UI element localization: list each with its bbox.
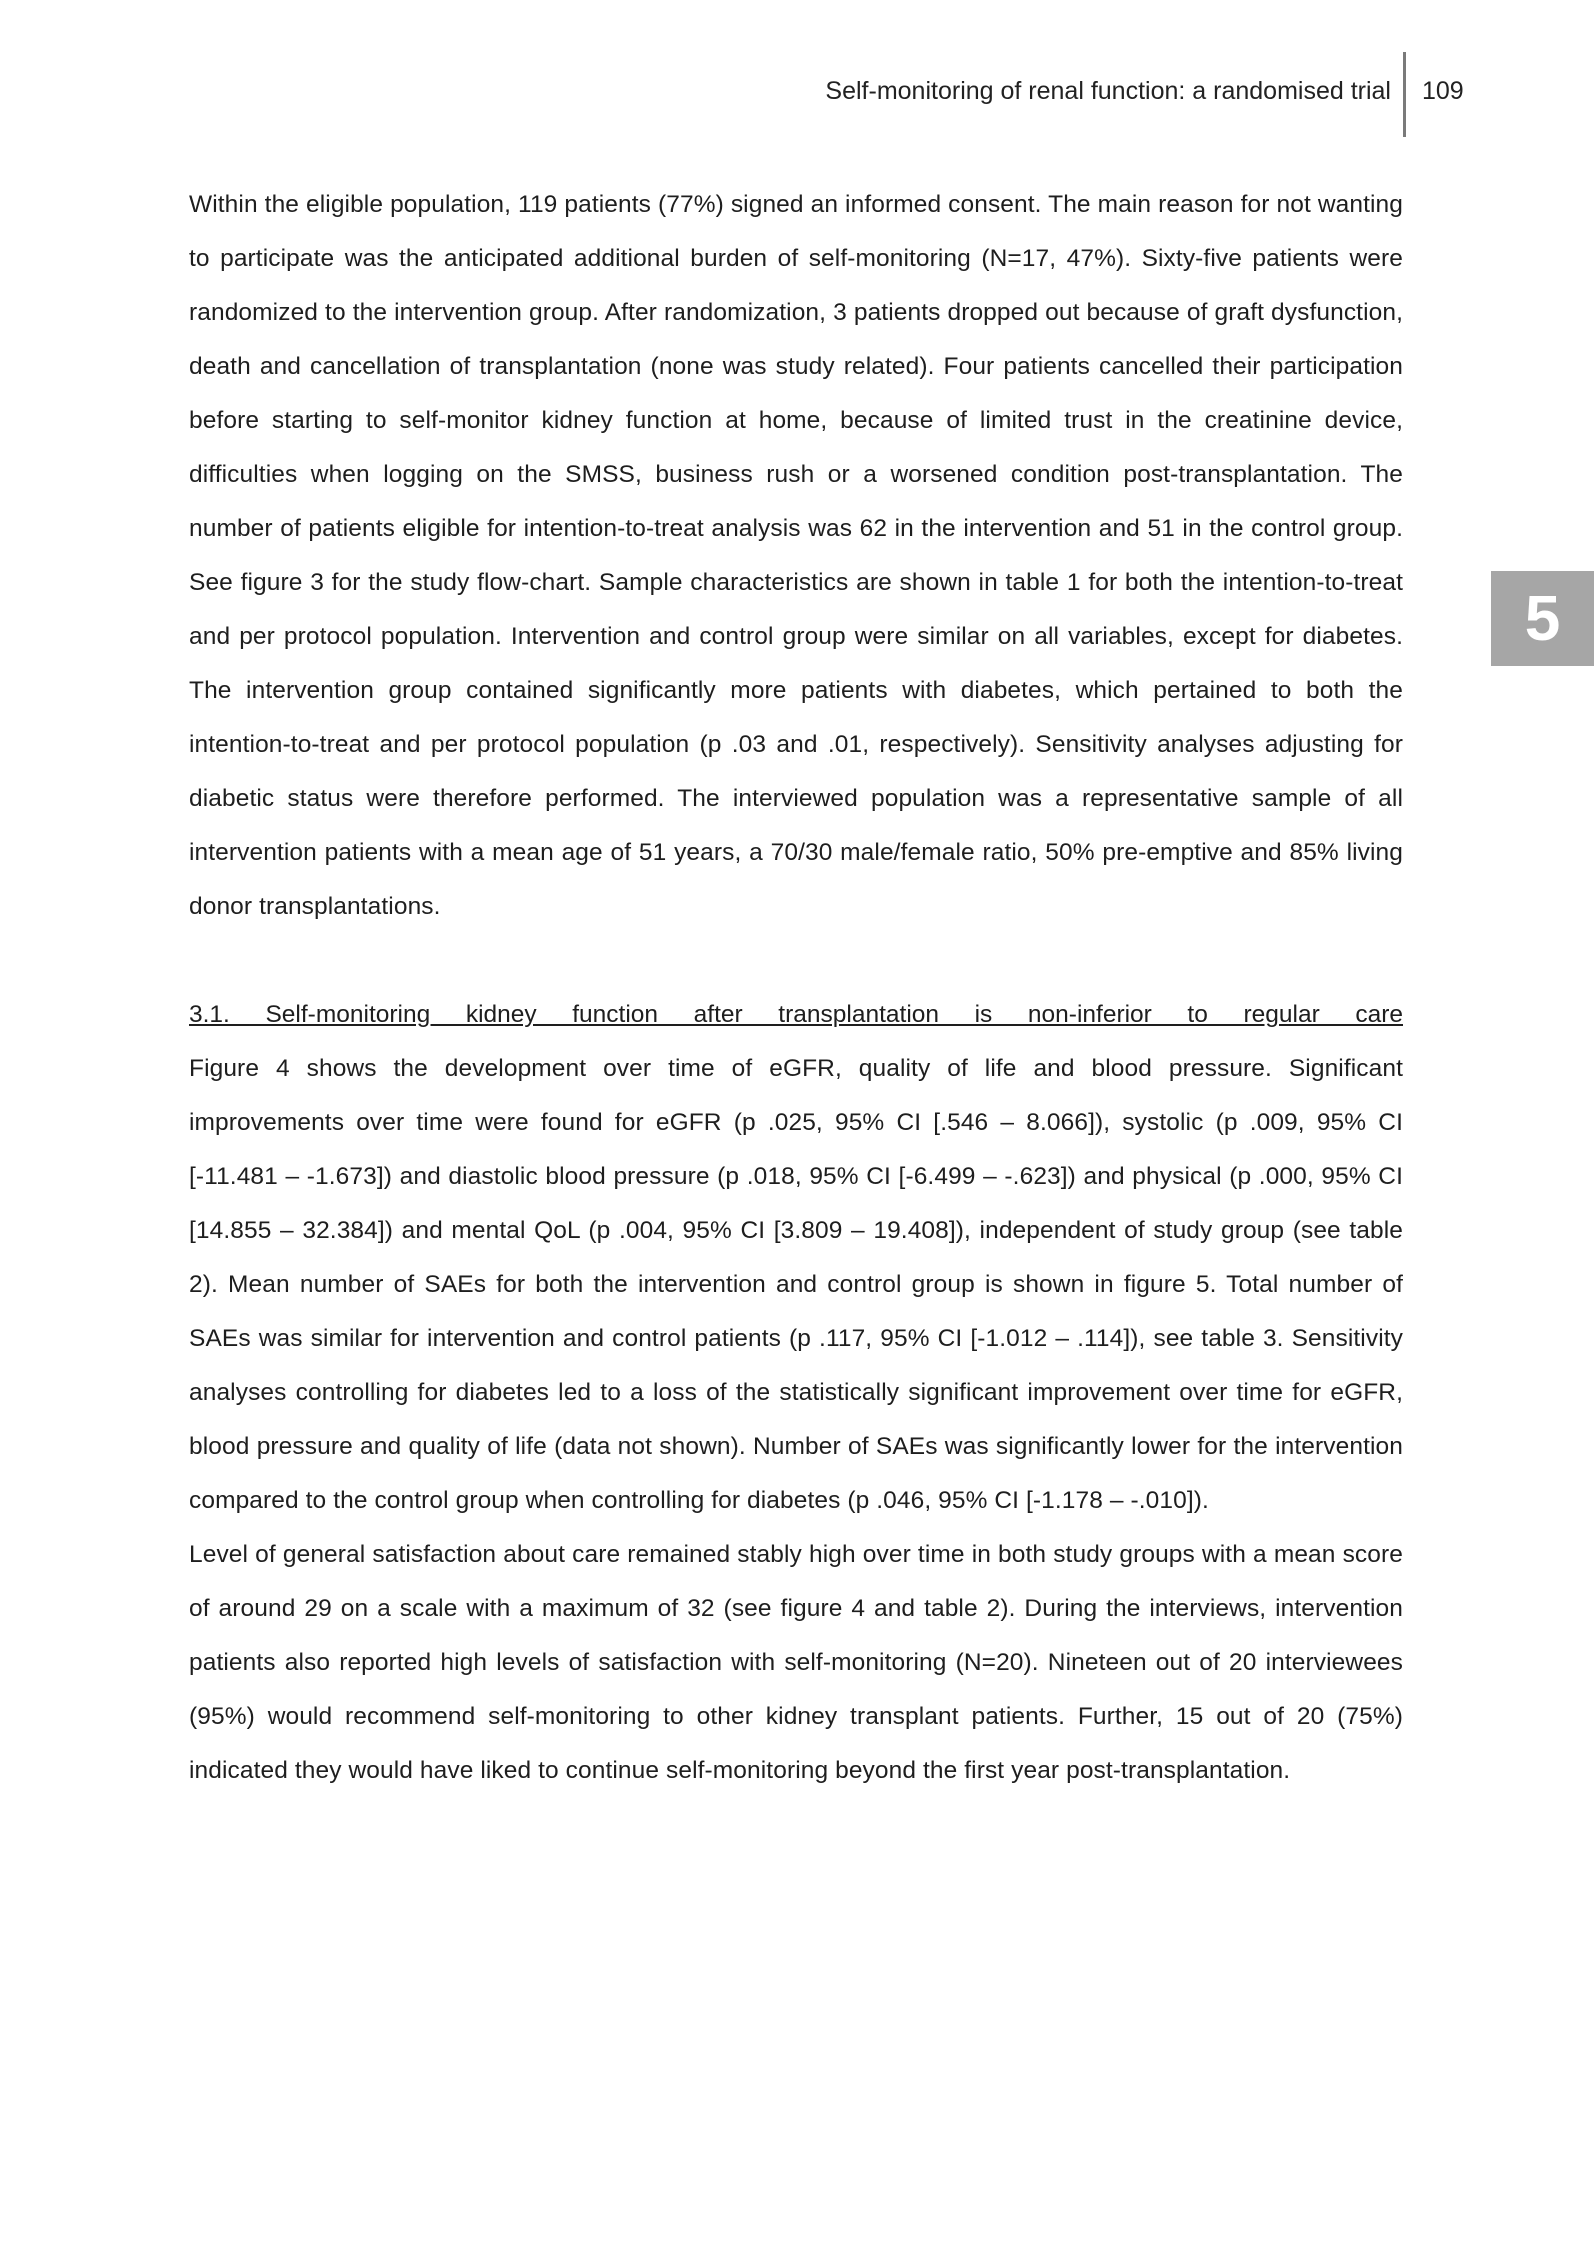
running-head: Self-monitoring of renal function: a randomised trial [825, 77, 1391, 105]
body-paragraph-2: Figure 4 shows the development over time of eGFR, quality of life and blood pressure. Significant improvements over time were found for eGFR (p .025, 95% CI [.546 – 8.066]), systolic (p .009, 95% CI [-11.481 – -1.673]) and diastolic blood pressure (p .018, 95% CI [-6.499 – -.623]) and physical (p .000, 95% CI [14.855 – 32.384]) and mental QoL (p .004, 95% CI [3.809 – 19.408]), independent of study group (see table 2). Mean number of SAEs for both the intervention and control group is shown in figure 5. Total number of SAEs was similar for intervention and control patients (p .117, 95% CI [-1.012 – .114]), see table 3. Sensitivity analyses controlling for diabetes led to a loss of the statistically significant improvement over time for eGFR, blood pressure and quality of life (data not shown). Number of SAEs was significantly lower for the intervention compared to the control group when controlling for diabetes (p .046, 95% CI [-1.178 – -.010]). [189, 1055, 1403, 1514]
page-number: 109 [1422, 77, 1464, 105]
chapter-tab: 5 [1491, 571, 1594, 666]
body-paragraph-3: Level of general satisfaction about care remained stably high over time in both study groups with a mean score of around 29 on a scale with a maximum of 32 (see figure 4 and table 2). During the interviews, intervention patients also reported high levels of satisfaction with self-monitoring (N=20). Nineteen out of 20 interviewees (95%) would recommend self-monitoring to other kidney transplant patients. Further, 15 out of 20 (75%) indicated they would have liked to continue self-monitoring beyond the first year post-transplantation. [189, 1541, 1403, 1784]
section-heading: 3.1. Self-monitoring kidney function after transplantation is non-inferior to regular care [189, 1001, 1403, 1028]
header-divider [1403, 52, 1406, 137]
main-text [189, 178, 1403, 1798]
body-paragraph-1: Within the eligible population, 119 patients (77%) signed an informed consent. The main reason for not wanting to participate was the anticipated additional burden of self-monitoring (N=17, 47%). Sixty-five patients were randomized to the intervention group. After randomization, 3 patients dropped out because of graft dysfunction, death and cancellation of transplantation (none was study related). Four patients cancelled their participation before starting to self-monitor kidney function at home, because of limited trust in the creatinine device, difficulties when logging on the SMSS, business rush or a worsened condition post-transplantation. The number of patients eligible for intention-to-treat analysis was 62 in the intervention and 51 in the control group. See figure 3 for the study flow-chart. Sample characteristics are shown in table 1 for both the intention-to-treat and per protocol population. Intervention and control group were similar on all variables, except for diabetes. The intervention group contained significantly more patients with diabetes, which pertained to both the intention-to-treat and per protocol population (p .03 and .01, respectively). Sensitivity analyses adjusting for diabetic status were therefore performed. The interviewed population was a representative sample of all intervention patients with a mean age of 51 years, a 70/30 male/female ratio, 50% pre-emptive and 85% living donor transplantations. [189, 191, 1403, 920]
